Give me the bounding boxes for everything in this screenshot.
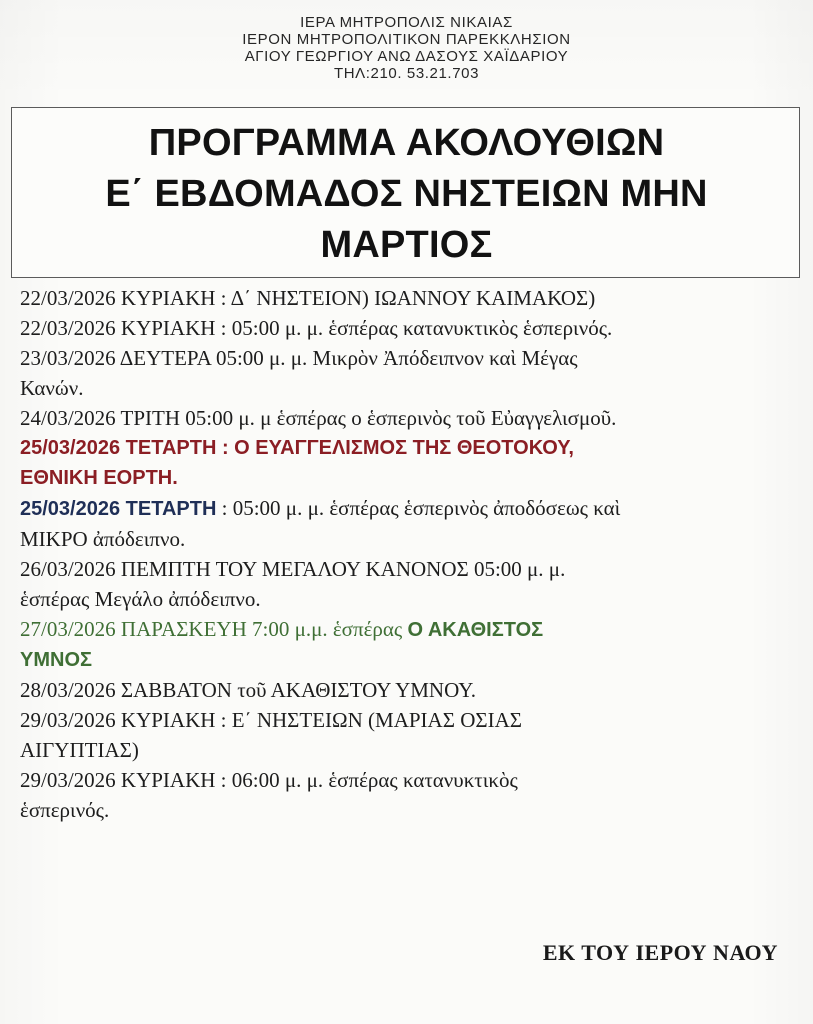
schedule-item-6-line-2: ΜΙΚΡΟ ἀπόδειπνο. — [20, 527, 186, 551]
schedule-item-5-line-1: 25/03/2026 ΤΕΤΑΡΤΗ : Ο ΕΥΑΓΓΕΛΙΣΜΟΣ ΤΗΣ ΘΕΟΤΟΚΟΥ, — [20, 437, 574, 459]
title-line-1: ΠΡΟΓΡΑΜΜΑ ΑΚΟΛΟΥΘΙΩΝ — [148, 122, 665, 164]
schedule-item-8-title: Ο ΑΚΑΘΙΣΤΟΣ — [407, 619, 544, 641]
schedule-item-10-line-1: 29/03/2026 ΚΥΡΙΑΚΗ : Ε΄ ΝΗΣΤΕΙΩΝ (ΜΑΡΙΑΣ ΟΣΙΑΣ — [20, 708, 522, 732]
header-line-3: ΑΓΙΟΥ ΓΕΩΡΓΙΟΥ ΑΝΩ ΔΑΣΟΥΣ ΧΑΪΔΑΡΙΟΥ — [244, 48, 569, 65]
schedule-item-3-line-2: Κανών. — [20, 376, 84, 400]
schedule-item-8-line-1 — [20, 614, 795, 645]
schedule-item-8-time: 27/03/2026 ΠΑΡΑΣΚΕΥΗ 7:00 μ.μ. ἑσπέρας — [20, 617, 408, 641]
schedule-item-6-date-day: 25/03/2026 ΤΕΤΑΡΤΗ — [20, 498, 217, 520]
schedule-item-3-line-1: 23/03/2026 ΔΕΥΤΕΡΑ 05:00 μ. μ. Μικρὸν Ἀπόδειπνον καὶ Μέγας — [20, 346, 578, 370]
schedule-item-10-line-2: ΑΙΓΥΠΤΙΑΣ) — [20, 738, 139, 762]
schedule-list — [20, 283, 795, 825]
schedule-item-9: 28/03/2026 ΣΑΒΒΑΤΟΝ τοῦ ΑΚΑΘΙΣΤΟΥ ΥΜΝΟΥ. — [20, 678, 477, 702]
schedule-item-11-line-1: 29/03/2026 ΚΥΡΙΑΚΗ : 06:00 μ. μ. ἑσπέρας κατανυκτικὸς — [20, 768, 518, 792]
header-line-2: ΙΕΡΟΝ ΜΗΤΡΟΠΟΛΙΤΙΚΟΝ ΠΑΡΕΚΚΛΗΣΙΟΝ — [242, 31, 571, 48]
schedule-item-6-detail: : 05:00 μ. μ. ἑσπέρας ἑσπερινὸς ἀποδόσεως καὶ — [216, 496, 621, 520]
schedule-item-7-line-1: 26/03/2026 ΠΕΜΠΤΗ ΤΟΥ ΜΕΓΑΛΟΥ ΚΑΝΟΝΟΣ 05:00 μ. μ. — [20, 557, 566, 581]
header-line-4: ΤΗΛ:210. 53.21.703 — [333, 65, 480, 82]
document-header — [0, 14, 813, 82]
schedule-item-1: 22/03/2026 ΚΥΡΙΑΚΗ : Δ΄ ΝΗΣΤΕΙΟΝ) ΙΩΑΝΝΟΥ ΚΑΙΜΑΚΟΣ) — [20, 286, 596, 310]
document-title — [0, 118, 813, 271]
schedule-item-2: 22/03/2026 ΚΥΡΙΑΚΗ : 05:00 μ. μ. ἑσπέρας κατανυκτικὸς ἑσπερινός. — [20, 316, 613, 340]
schedule-item-7-line-2: ἑσπέρας Μεγάλο ἀπόδειπνο. — [20, 587, 261, 611]
schedule-item-11-line-2: ἑσπερινός. — [20, 798, 110, 822]
schedule-item-5-line-2: ΕΘΝΙΚΗ ΕΟΡΤΗ. — [20, 467, 178, 489]
title-line-3: ΜΑΡΤΙΟΣ — [320, 224, 493, 266]
document-footer: ΕΚ ΤΟΥ ΙΕΡΟΥ ΝΑΟΥ — [542, 940, 778, 965]
title-line-2: Ε΄ ΕΒΔΟΜΑΔΟΣ ΝΗΣΤΕΙΩΝ ΜΗΝ — [105, 173, 708, 215]
header-line-1: ΙΕΡΑ ΜΗΤΡΟΠΟΛΙΣ ΝΙΚΑΙΑΣ — [300, 14, 513, 31]
schedule-item-4: 24/03/2026 ΤΡΙΤΗ 05:00 μ. μ ἑσπέρας ο ἑσπερινὸς τοῦ Εὐαγγελισμοῦ. — [20, 406, 617, 430]
schedule-item-6-line-1 — [20, 493, 795, 524]
schedule-item-8-line-2: ΥΜΝΟΣ — [20, 649, 93, 671]
